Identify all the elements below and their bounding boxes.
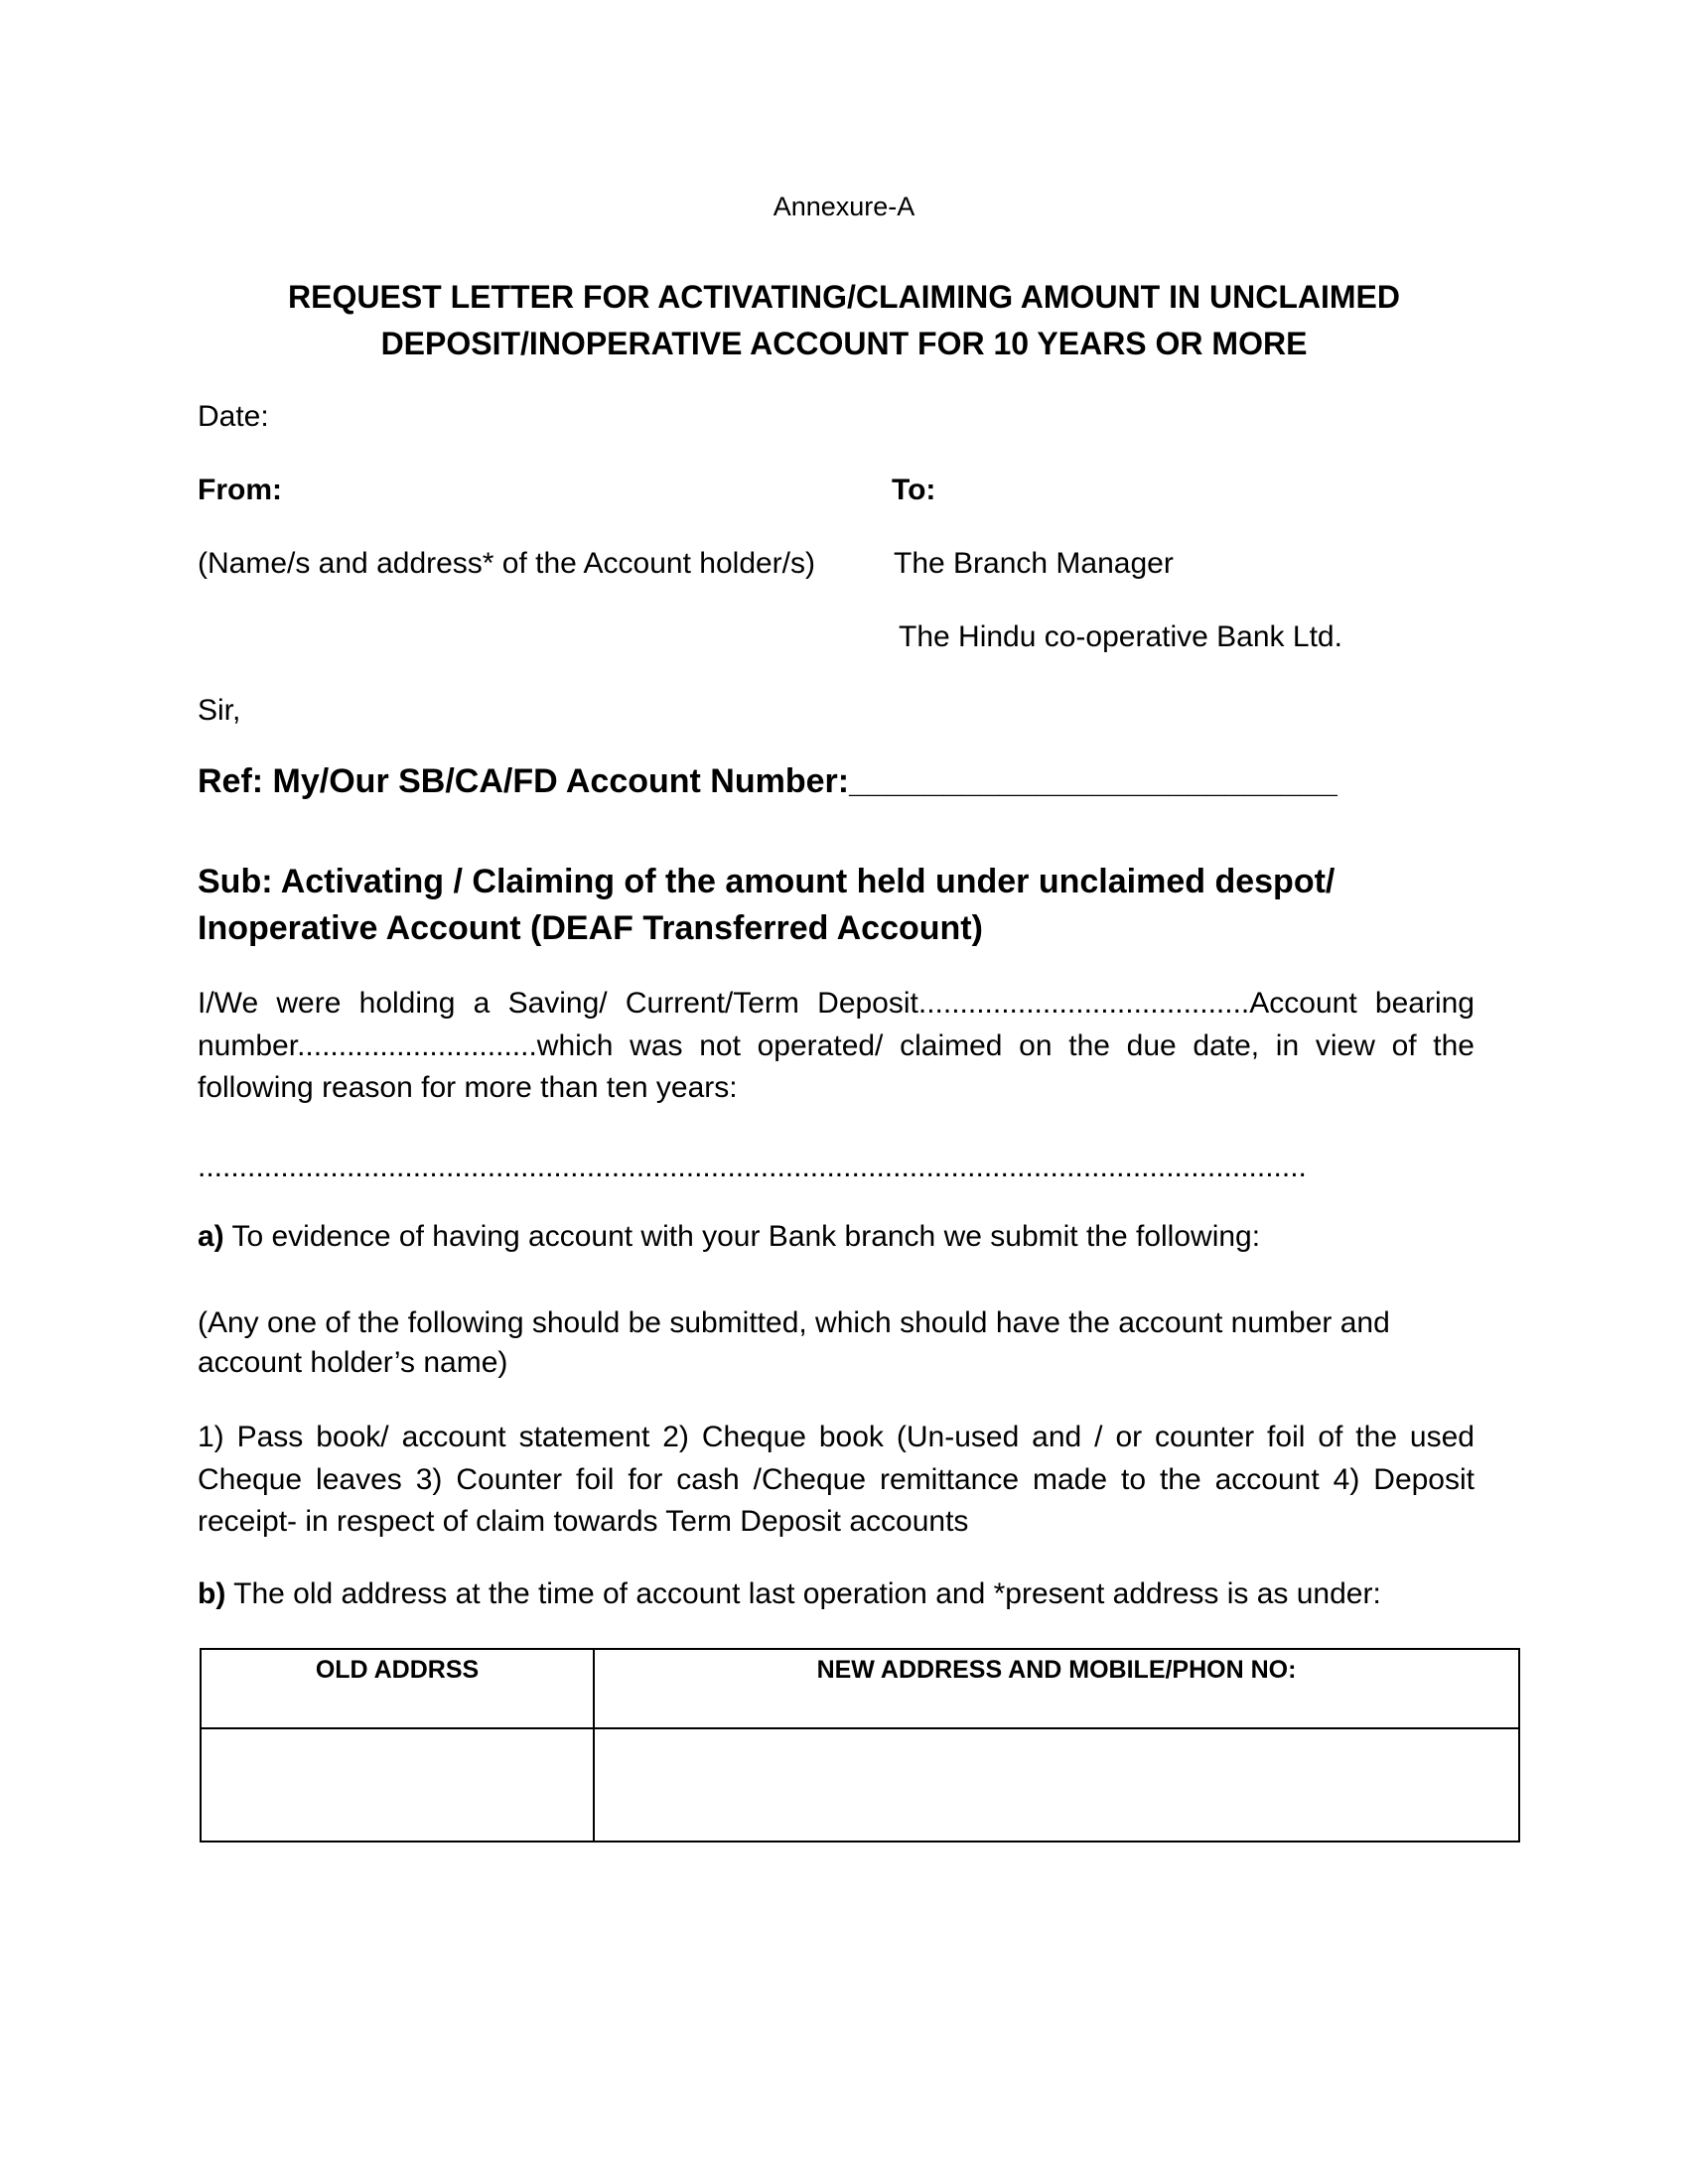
annexure-label: Annexure-A bbox=[773, 192, 915, 221]
recipient-title: The Branch Manager bbox=[894, 547, 1174, 580]
title-line-1: REQUEST LETTER FOR ACTIVATING/CLAIMING AMOUNT IN UNCLAIMED bbox=[288, 279, 1400, 315]
note-line: (Any one of the following should be submitted, which should have the account number and bbox=[198, 1306, 1390, 1339]
document-title bbox=[159, 274, 1529, 367]
paragraph-line: number.............................which was not operated/ claimed on the due date, in view of the bbox=[198, 1028, 1475, 1062]
old-address-cell[interactable] bbox=[201, 1728, 594, 1842]
documents-list bbox=[198, 1417, 1475, 1544]
recipient-bank: The Hindu co-operative Bank Ltd. bbox=[899, 620, 1342, 653]
from-placeholder: (Name/s and address* of the Account holder/s) bbox=[198, 547, 816, 580]
list-line: receipt- in respect of claim towards Term Deposit accounts bbox=[198, 1505, 969, 1538]
list-line: 1) Pass book/ account statement 2) Cheque book (Un-used and / or counter foil of the used bbox=[198, 1421, 1475, 1453]
submission-note bbox=[198, 1303, 1488, 1383]
item-a bbox=[198, 1216, 1260, 1258]
title-line-2: DEPOSIT/INOPERATIVE ACCOUNT FOR 10 YEARS OR MORE bbox=[380, 326, 1308, 361]
to-label: To: bbox=[892, 474, 936, 506]
reason-dotted-line: ...................................................................................................................................... bbox=[198, 1151, 1307, 1183]
account-paragraph bbox=[198, 983, 1475, 1110]
subject-line-2: Inoperative Account (DEAF Transferred Account) bbox=[198, 909, 983, 947]
table-row bbox=[201, 1728, 1519, 1842]
item-a-text: To evidence of having account with your Bank branch we submit the following: bbox=[223, 1220, 1261, 1253]
new-address-header: NEW ADDRESS AND MOBILE/PHON NO: bbox=[594, 1649, 1519, 1728]
list-line: Cheque leaves 3) Counter foil for cash /Cheque remittance made to the account 4) Deposit bbox=[198, 1462, 1475, 1496]
item-b-label: b) bbox=[198, 1577, 226, 1610]
subject bbox=[198, 859, 1488, 952]
note-line: account holder’s name) bbox=[198, 1346, 508, 1379]
paragraph-line: I/We were holding a Saving/ Current/Term Deposit........................................Account bearing bbox=[198, 987, 1475, 1020]
paragraph-line: following reason for more than ten years: bbox=[198, 1071, 738, 1104]
date-label: Date: bbox=[198, 400, 269, 433]
item-a-label: a) bbox=[198, 1220, 224, 1253]
reference-line: Ref: My/Our SB/CA/FD Account Number:__________________________ bbox=[198, 762, 1337, 800]
address-table bbox=[200, 1648, 1520, 1843]
salutation: Sir, bbox=[198, 694, 241, 727]
from-label: From: bbox=[198, 474, 282, 506]
old-address-header: OLD ADDRSS bbox=[201, 1649, 594, 1728]
new-address-cell[interactable] bbox=[594, 1728, 1519, 1842]
subject-line-1: Sub: Activating / Claiming of the amount held under unclaimed despot/ bbox=[198, 863, 1336, 900]
item-b-text: The old address at the time of account last operation and *present address is as under: bbox=[225, 1577, 1381, 1610]
item-b bbox=[198, 1573, 1381, 1615]
table-header-row bbox=[201, 1649, 1519, 1728]
